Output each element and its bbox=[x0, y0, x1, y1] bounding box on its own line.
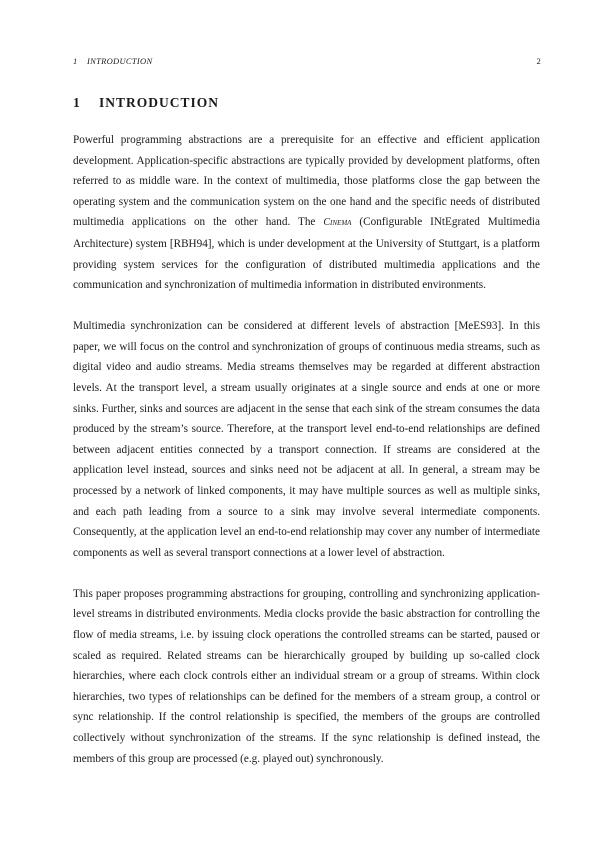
page-number: 2 bbox=[536, 56, 541, 66]
paragraph-3: This paper proposes programming abstractions for grouping, controlling and synchronizing application-level streams in distributed environments. Media clocks provide the basic abstraction for controlling the flow of media streams, i.e. by issuing clock operations the controlled streams can be started, paused or scaled as required. Related streams can be hierarchically grouped by building up so-called clock hierarchies, where each clock controls either an individual stream or a group of streams. Within clock hierarchies, two types of relationships can be defined for the members of a stream group, a control or sync relationship. If the control relationship is specified, the members of the groups are controlled collectively without synchronization of the streams. If the sync relationship is defined instead, the members of this group are processed (e.g. played out) synchronously. bbox=[73, 587, 540, 765]
section-heading bbox=[73, 95, 219, 111]
section-number: 1 bbox=[73, 95, 81, 110]
paragraph-1-text-a: Powerful programming abstractions are a prerequisite for an effective and efficient application development. Application-specific abstractions are typically provided by development platforms, often referred to as middle ware. In the context of multimedia, those platforms close the gap between the operating system and the communication system on the one hand and the specific needs of distributed multimedia applications on the other hand. The bbox=[73, 134, 540, 229]
running-header-title: INTRODUCTION bbox=[87, 56, 153, 66]
body-text bbox=[73, 130, 540, 790]
running-header bbox=[73, 56, 541, 66]
paragraph-1-text-b: (Configurable INtEgrated Multimedia Architecture) system [RBH94], which is under development at the University of Stuttgart, is a platform providing system services for the configuration of distributed multimedia applications and the communication and synchronization of multimedia information in distributed environments. bbox=[73, 216, 540, 292]
paragraph-1 bbox=[73, 130, 540, 296]
cinema-name: Cinema bbox=[323, 217, 352, 229]
section-title: INTRODUCTION bbox=[99, 95, 220, 110]
paragraph-2: Multimedia synchronization can be considered at different levels of abstraction [MeES93]. In this paper, we will focus on the control and synchronization of groups of continuous media streams, such as digital video and audio streams. Media streams themselves may be regarded at different abstraction levels. At the transport level, a stream usually originates at a single source and ends at one or more sinks. Further, sinks and sources are adjacent in the sense that each sink of the stream consumes the data produced by the stream’s source. Therefore, at the transport level end-to-end relationships are defined between adjacent entities connected by a transport connection. If streams are considered at the application level instead, sources and sinks need not be adjacent at all. In general, a stream may be processed by a network of linked components, it may have multiple sources as well as multiple sinks, and each path leading from a source to a sink may involve several intermediate components. Consequently, at the application level an end-to-end relationship may cover any number of intermediate components as well as several transport connections at a lower level of abstraction. bbox=[73, 320, 540, 559]
running-header-section-number: 1 bbox=[73, 56, 78, 66]
